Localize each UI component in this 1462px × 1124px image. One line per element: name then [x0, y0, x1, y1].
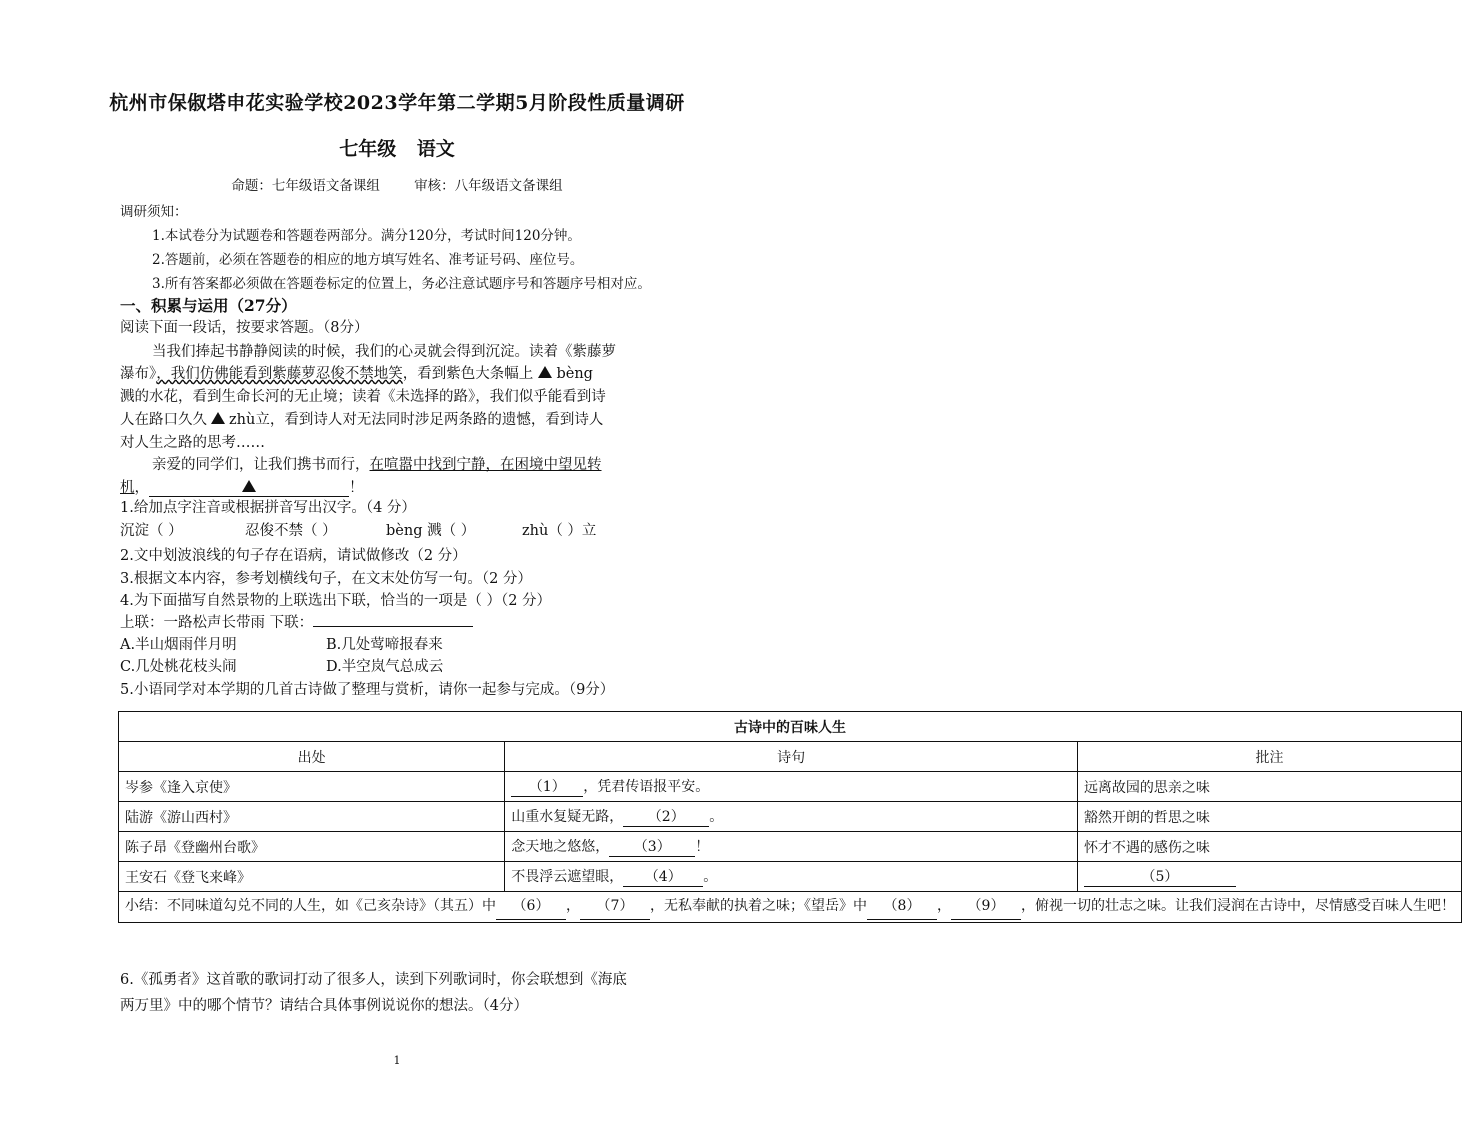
q4-couplet	[120, 611, 473, 632]
passage-text: 亲爱的同学们，让我们携书而行，	[152, 457, 370, 473]
passage-line: 当我们捧起书静静阅读的时候，我们的心灵就会得到沉淀。读着《紫藤萝	[152, 344, 616, 360]
poem-line: 念天地之悠悠， （3） ！	[505, 832, 1078, 862]
answer-blank: （6）	[496, 894, 566, 920]
exam-authors: 命题：七年级语文备课组 审核：八年级语文备课组	[231, 178, 563, 194]
poem-source: 王安石《登飞来峰》	[119, 862, 505, 892]
q4-option-a: A.半山烟雨伴月明	[120, 637, 237, 653]
answer-blank: （5）	[1084, 866, 1236, 887]
imitation-blank	[149, 480, 349, 497]
table-summary: 小结：不同味道勾兑不同的人生，如《己亥杂诗》（其五）中 （6） ， （7） ，无私奉献的执着之味；《望岳》中 （8） ， （9） ，俯视一切的壮志之味。让我们浸润在古诗中，尽情感受百味人生吧！	[119, 892, 1462, 923]
table-row	[119, 862, 1462, 892]
table-row	[119, 832, 1462, 862]
pinyin-text: bèng	[556, 366, 593, 382]
reading-intro: 阅读下面一段话，按要求答题。（8分）	[120, 320, 369, 336]
q1-item-d: zhù（ ）立	[522, 523, 597, 539]
wavy-sentence: ，我们仿佛能看到紫藤萝忍俊不禁地笑	[156, 366, 403, 382]
answer-blank: （2）	[623, 806, 709, 827]
q4-option-c: C.几处桃花枝头闹	[120, 659, 237, 675]
question-3: 3.根据文本内容，参考划横线句子，在文末处仿写一句。（2 分）	[120, 571, 532, 587]
passage-text: 人在路口久久	[120, 412, 207, 428]
passage-text: zhù立，看到诗人对无法同时涉足两条路的遗憾，看到诗人	[229, 412, 604, 428]
poem-line: 山重水复疑无路， （2） 。	[505, 802, 1078, 832]
underlined-sentence: 在喧嚣中找到宁静，在困境中望见转	[369, 457, 602, 473]
triangle-blank-icon	[211, 412, 225, 424]
notice-item: 3.所有答案都必须做在答题卷标定的位置上，务必注意试题序号和答题序号相对应。	[152, 276, 651, 292]
passage-text: ，	[134, 480, 149, 496]
couplet-text: 上联：一路松声长带雨 下联：	[120, 615, 314, 631]
triangle-blank-icon	[242, 480, 256, 492]
passage-line: 对人生之路的思考……	[120, 435, 265, 451]
answer-blank: （7）	[580, 894, 650, 920]
notice-item: 2.答题前，必须在答题卷的相应的地方填写姓名、准考证号码、座位号。	[152, 252, 584, 268]
section-heading: 一、积累与运用（27分）	[120, 296, 297, 315]
q1-item-c: bèng 溅（ ）	[386, 523, 476, 539]
poem-table	[118, 711, 1462, 923]
notice-heading: 调研须知：	[120, 204, 188, 220]
answer-blank: （3）	[609, 836, 695, 857]
question-6-cont: 两万里》中的哪个情节？请结合具体事例说说你的想法。（4分）	[120, 998, 528, 1014]
poem-line: （1） ，凭君传语报平安。	[505, 772, 1078, 802]
table-header: 诗句	[505, 742, 1078, 772]
question-2: 2.文中划波浪线的句子存在语病，请试做修改（2 分）	[120, 548, 467, 564]
exam-title: 杭州市保俶塔申花实验学校2023学年第二学期5月阶段性质量调研	[109, 92, 685, 114]
poem-note: 豁然开朗的哲思之味	[1077, 802, 1461, 832]
passage-line	[120, 476, 364, 497]
question-1: 1.给加点字注音或根据拼音写出汉字。（4 分）	[120, 500, 416, 516]
underlined-sentence: 机	[120, 480, 135, 496]
poem-source: 陈子昂《登幽州台歌》	[119, 832, 505, 862]
poem-note: 怀才不遇的感伤之味	[1077, 832, 1461, 862]
grade-subject: 七年级 语文	[339, 138, 455, 160]
triangle-blank-icon	[538, 366, 552, 378]
question-5: 5.小语同学对本学期的几首古诗做了整理与赏析，请你一起参与完成。（9分）	[120, 682, 615, 698]
poem-note: 远离故园的思亲之味	[1077, 772, 1461, 802]
table-header: 批注	[1077, 742, 1461, 772]
q4-option-b: B.几处莺啼报春来	[326, 637, 443, 653]
question-6: 6.《孤勇者》这首歌的歌词打动了很多人，读到下列歌词时，你会联想到《海底	[120, 972, 627, 988]
answer-blank: （4）	[623, 866, 703, 887]
notice-item: 1.本试卷分为试题卷和答题卷两部分。满分120分，考试时间120分钟。	[152, 228, 581, 244]
poem-source: 岑参《逢入京使》	[119, 772, 505, 802]
poem-line: 不畏浮云遮望眼， （4） 。	[505, 862, 1078, 892]
passage-line: 溅的水花，看到生命长河的无止境；读着《未选择的路》，我们似乎能看到诗	[120, 389, 606, 405]
answer-blank: （9）	[951, 894, 1021, 920]
table-title: 古诗中的百味人生	[119, 712, 1462, 742]
passage-line	[120, 408, 603, 429]
page-number: 1	[393, 1054, 401, 1067]
passage-text: ，看到紫色大条幅上	[402, 366, 534, 382]
passage-text: 瀑布》	[120, 366, 157, 382]
passage-text: ！	[349, 480, 364, 496]
passage-line	[152, 453, 602, 474]
q1-item-a: 沉淀（ ）	[120, 523, 183, 539]
answer-blank: （1）	[511, 776, 583, 797]
question-4: 4.为下面描写自然景物的上联选出下联，恰当的一项是（ ）（2 分）	[120, 593, 552, 609]
q4-option-d: D.半空岚气总成云	[326, 659, 444, 675]
couplet-blank	[313, 612, 473, 627]
answer-blank: （8）	[867, 894, 937, 920]
table-row	[119, 802, 1462, 832]
passage-line	[120, 362, 593, 383]
poem-source: 陆游《游山西村》	[119, 802, 505, 832]
poem-note	[1077, 862, 1461, 892]
table-row	[119, 772, 1462, 802]
q1-item-b: 忍俊不禁（ ）	[245, 523, 337, 539]
table-header: 出处	[119, 742, 505, 772]
